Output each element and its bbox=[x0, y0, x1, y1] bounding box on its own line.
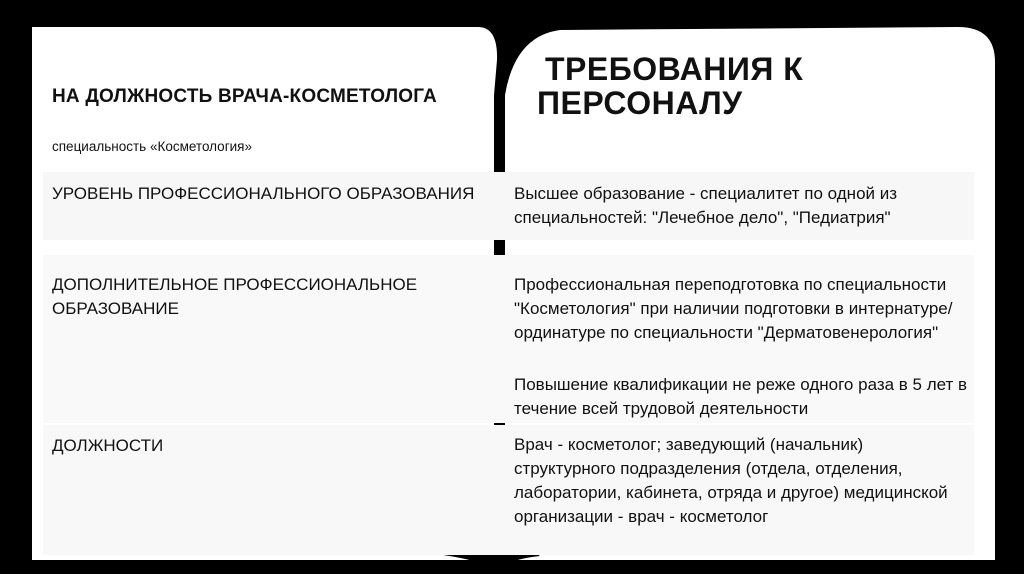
requirement-value-positions: Врач - косметолог; заведующий (начальник) структурного подразделения (отдела, отделения, лаборатории, кабинета, отряда и другое) медицинской организации - врач - косметолог bbox=[514, 435, 948, 526]
slide-title-line-1: ТРЕБОВАНИЯ К bbox=[545, 51, 804, 87]
requirement-value-qualification-upgrade: Повышение квалификации не реже одного раза в 5 лет в течение всей трудовой деятельности bbox=[514, 375, 968, 418]
requirement-value-additional-education: Профессиональная переподготовка по специальности "Косметология" при наличии подготовки в интернатуре/ординатуре по специальности "Дерматовенерология" bbox=[514, 275, 953, 342]
slide-title bbox=[537, 52, 803, 120]
requirement-value-education-level: Высшее образование - специалитет по одной из специальностей: "Лечебное дело", "Педиатрия" bbox=[514, 184, 898, 227]
requirement-label-education-level: УРОВЕНЬ ПРОФЕССИОНАЛЬНОГО ОБРАЗОВАНИЯ bbox=[52, 184, 475, 203]
position-heading: НА ДОЛЖНОСТЬ ВРАЧА-КОСМЕТОЛОГА bbox=[52, 86, 437, 107]
requirement-label-positions: ДОЛЖНОСТИ bbox=[52, 436, 164, 455]
slide-title-line-2: ПЕРСОНАЛУ bbox=[537, 85, 743, 121]
requirement-label-additional-education: ДОПОЛНИТЕЛЬНОЕ ПРОФЕССИОНАЛЬНОЕ ОБРАЗОВАНИЕ bbox=[52, 275, 418, 318]
specialty-label: специальность «Косметология» bbox=[52, 139, 252, 154]
